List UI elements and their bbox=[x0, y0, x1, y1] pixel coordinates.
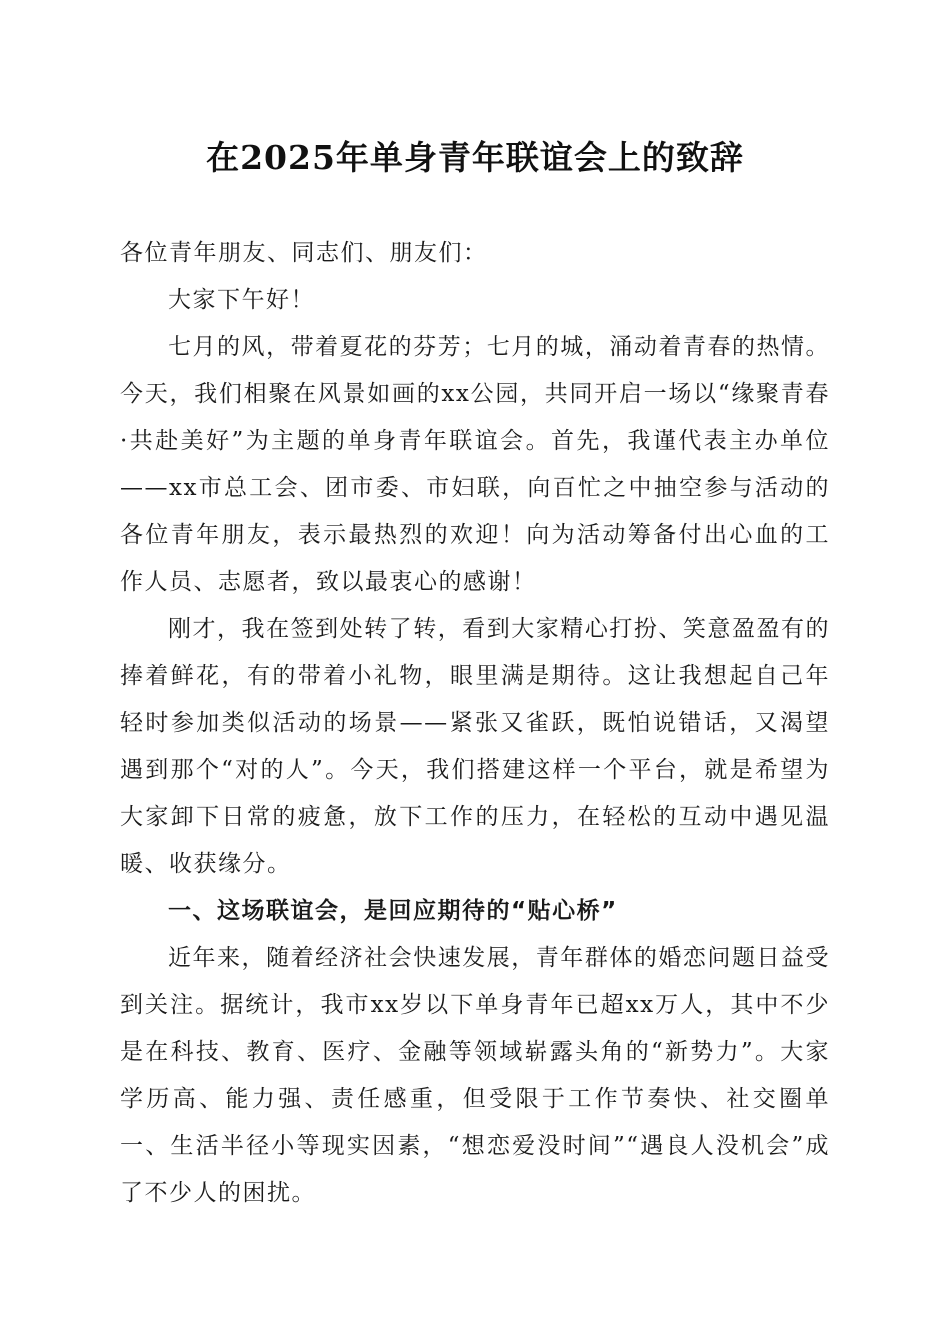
section-heading: 一、这场联谊会，是回应期待的“贴心桥” bbox=[168, 898, 618, 924]
paragraph: 刚才，我在签到处转了转，看到大家精心打扮、笑意盈盈有的捧着鲜花，有的带着小礼物，眼里满是期待。这让我想起自己年轻时参加类似活动的场景——紧张又雀跃，既怕说错话，又渴望遇到那个“对的人”。今天，我们搭建这样一个平台，就是希望为大家卸下日常的疲惫，放下工作的压力，在轻松的互动中遇见温暖、收获缘分。 bbox=[120, 616, 830, 877]
paragraph: 近年来，随着经济社会快速发展，青年群体的婚恋问题日益受到关注。据统计，我市xx岁以下单身青年已超xx万人，其中不少是在科技、教育、医疗、金融等领域崭露头角的“新势力”。大家学历高、能力强、责任感重，但受限于工作节奏快、社交圈单一、生活半径小等现实因素，“想恋爱没时间”“遇良人没机会”成了不少人的困扰。 bbox=[120, 945, 830, 1206]
greeting: 大家下午好！ bbox=[168, 287, 315, 313]
document-body bbox=[120, 230, 830, 1217]
paragraph: 七月的风，带着夏花的芬芳；七月的城，涌动着青春的热情。今天，我们相聚在风景如画的xx公园，共同开启一场以“缘聚青春·共赴美好”为主题的单身青年联谊会。首先，我谨代表主办单位——xx市总工会、团市委、市妇联，向百忙之中抽空参与活动的各位青年朋友，表示最热烈的欢迎！向为活动筹备付出心血的工作人员、志愿者，致以最衷心的感谢！ bbox=[120, 334, 830, 595]
salutation: 各位青年朋友、同志们、朋友们： bbox=[120, 240, 488, 266]
document-title: 在2025年单身青年联谊会上的致辞 bbox=[206, 138, 744, 177]
